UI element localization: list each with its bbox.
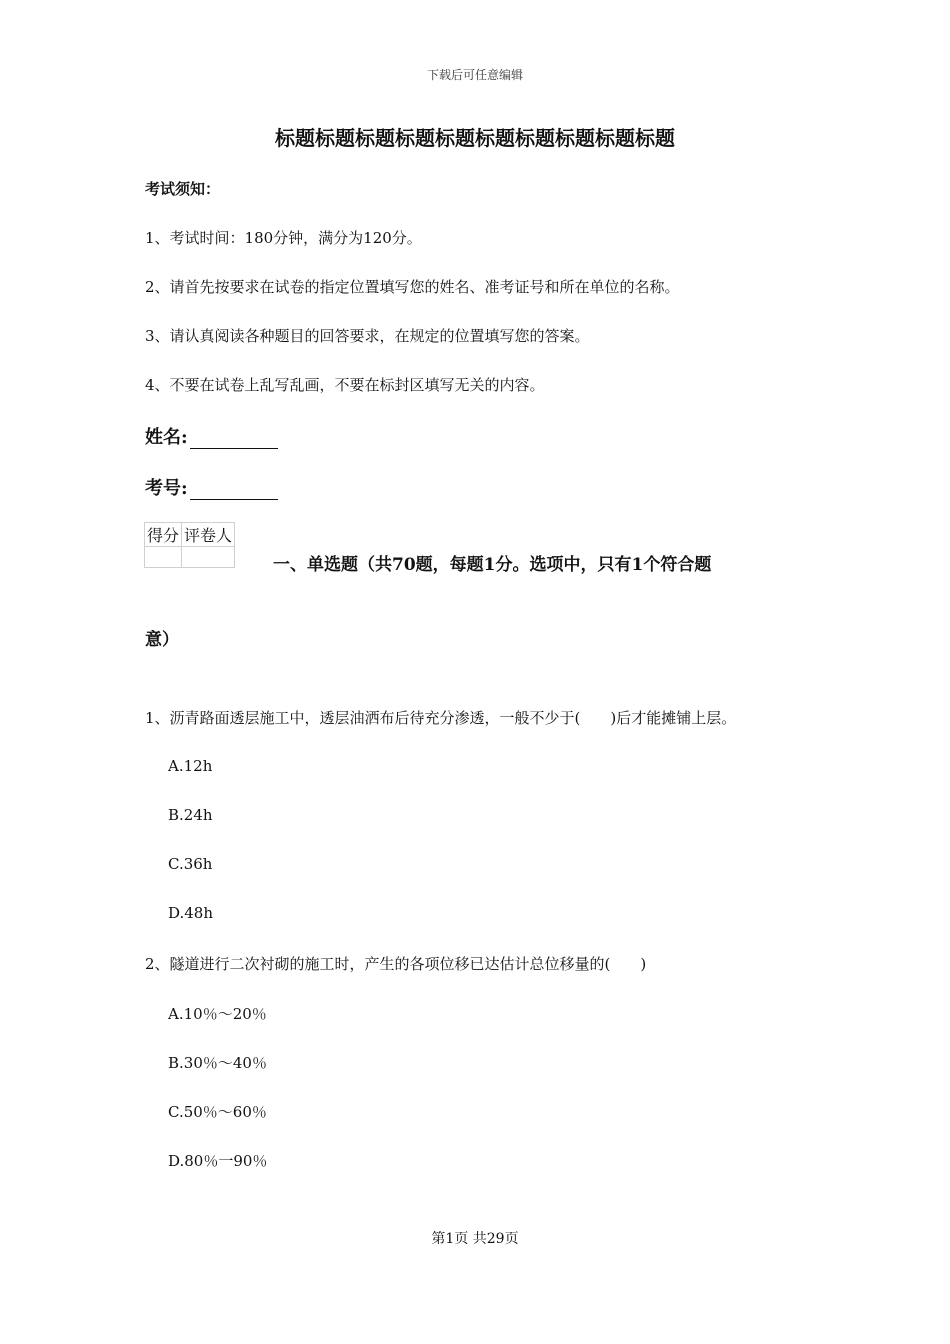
name-blank-line[interactable]: [190, 430, 278, 449]
question-2-option-c: C.50％～60％: [168, 1103, 267, 1121]
exam-id-label: 考号:: [145, 478, 188, 499]
exam-id-blank-line[interactable]: [190, 481, 278, 500]
score-table: [144, 522, 235, 568]
score-cell[interactable]: [145, 547, 182, 568]
notice-item: 1、考试时间：180分钟，满分为120分。: [145, 229, 422, 247]
notice-item: 2、请首先按要求在试卷的指定位置填写您的姓名、准考证号和所在单位的名称。: [145, 278, 680, 296]
grader-header: 评卷人: [182, 523, 235, 547]
header-note: 下载后可任意编辑: [426, 68, 523, 82]
question-1-option-d: D.48h: [168, 904, 214, 922]
name-field: [145, 423, 278, 449]
document-title: 标题标题标题标题标题标题标题标题标题标题: [275, 126, 675, 150]
section-title-continued: 意）: [145, 630, 179, 650]
section-title: 一、单选题（共70题，每题1分。选项中，只有1个符合题: [273, 555, 712, 575]
question-2-option-b: B.30％～40％: [168, 1054, 267, 1072]
question-1-option-c: C.36h: [168, 855, 213, 873]
question-1-option-b: B.24h: [168, 806, 213, 824]
name-label: 姓名:: [145, 427, 188, 448]
notice-item: 3、请认真阅读各种题目的回答要求，在规定的位置填写您的答案。: [145, 327, 590, 345]
grader-cell[interactable]: [182, 547, 235, 568]
question-2: 2、隧道进行二次衬砌的施工时，产生的各项位移已达估计总位移量的( ): [145, 955, 647, 973]
notice-heading: 考试须知：: [145, 180, 221, 198]
question-1: 1、沥青路面透层施工中，透层油洒布后待充分渗透，一般不少于( )后才能摊铺上层。: [145, 709, 737, 727]
notice-item: 4、不要在试卷上乱写乱画，不要在标封区填写无关的内容。: [145, 376, 545, 394]
question-2-option-d: D.80％一90％: [168, 1152, 268, 1170]
question-1-option-a: A.12h: [168, 757, 213, 775]
exam-id-field: [145, 474, 278, 500]
page-footer: 第1页 共29页: [431, 1231, 519, 1247]
score-header: 得分: [145, 523, 182, 547]
question-2-option-a: A.10％～20％: [168, 1005, 267, 1023]
